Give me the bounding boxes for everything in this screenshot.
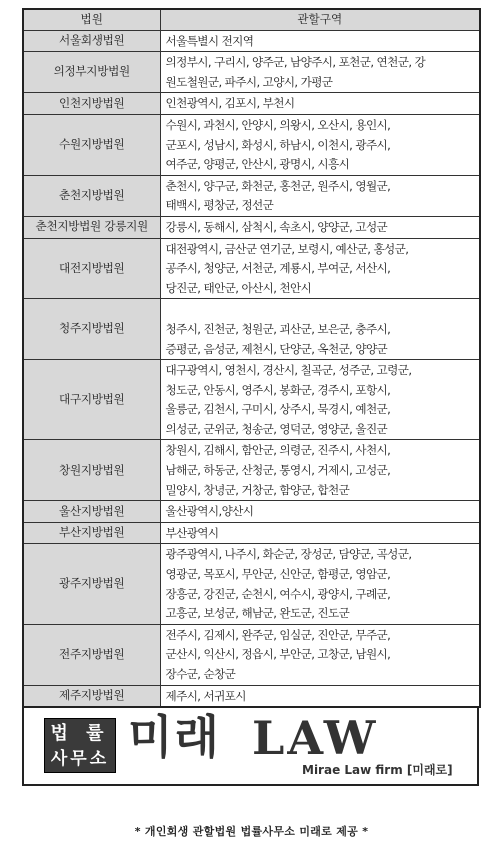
area-line: 부산광역시 [165,525,219,540]
area-line: 대구광역시, 영천시, 경산시, 칠곡군, 성주군, 고령군, [165,363,412,378]
table-row [23,685,480,707]
table-row [23,544,480,624]
jurisdiction-document [22,8,479,786]
table-row [23,299,480,360]
area-line: 장흥군, 강진군, 순천시, 여수시, 광양시, 구례군, [165,586,391,601]
table-body [23,30,480,707]
jurisdiction-area-cell [160,440,480,501]
table-row [23,440,480,501]
area-line: 서울특별시 전지역 [165,33,254,48]
area-line: 의성군, 군위군, 청송군, 영덕군, 영양군, 울진군 [165,421,388,436]
court-name-cell: 수원지방법원 [23,114,160,175]
table-row [23,30,480,52]
table-row [23,501,480,523]
law-office-badge [44,718,116,773]
area-line: 당진군, 태안군, 아산시, 천안시 [165,280,312,295]
firm-tagline: Mirae Law firm [미래로] [302,763,453,778]
table-header-row [23,9,480,30]
table-row [23,52,480,93]
jurisdiction-area-cell [160,544,480,624]
table-row [23,93,480,115]
table-row [23,522,480,544]
court-name-cell: 창원지방법원 [23,440,160,501]
court-name-cell: 대구지방법원 [23,360,160,440]
area-line: 제주시, 서귀포시 [165,688,246,703]
badge-line2: 사무소 [50,749,110,770]
area-line: 울릉군, 김천시, 구미시, 상주시, 묵경시, 예천군, [165,402,391,417]
court-name-cell: 광주지방법원 [23,544,160,624]
court-name-cell: 제주지방법원 [23,685,160,707]
court-name-cell: 춘천지방법원 [23,175,160,216]
area-line: 장수군, 순창군 [165,667,236,681]
jurisdiction-area-cell [160,624,480,685]
area-line: 대전광역시, 금산군 연기군, 보령시, 예산군, 홍성군, [165,241,409,256]
jurisdiction-area-cell [160,685,480,707]
jurisdiction-area-cell [160,522,480,544]
jurisdiction-area-cell [160,238,480,299]
area-line: 청주시, 진천군, 청원군, 괴산군, 보은군, 충주시, [165,321,391,336]
jurisdiction-area-cell [160,360,480,440]
court-name-cell: 울산지방법원 [23,501,160,523]
table-row [23,360,480,440]
table-row [23,216,480,238]
jurisdiction-area-cell [160,93,480,115]
court-name-cell: 전주지방법원 [23,624,160,685]
area-line: 증평군, 음성군, 제천시, 단양군, 옥천군, 양양군 [165,341,388,356]
court-name-cell: 서울회생법원 [23,30,160,52]
area-line [166,300,476,320]
law-firm-banner [22,708,479,786]
area-line: 남해군, 하동군, 산청군, 통영시, 거제시, 고성군, [165,463,391,478]
area-line: 고흥군, 보성군, 해남군, 완도군, 진도군 [165,606,350,621]
area-line: 영광군, 목포시, 무안군, 신안군, 함평군, 영암군, [165,567,391,582]
jurisdiction-area-cell [160,114,480,175]
area-line: 여주군, 양평군, 안산시, 광명시, 시흥시 [165,157,350,172]
area-line: 군산시, 익산시, 정읍시, 부안군, 고창군, 남원시, [165,647,391,662]
table-row [23,114,480,175]
area-line: 의정부시, 구리시, 양주군, 남양주시, 포천군, 연천군, 강 [165,55,426,70]
court-name-cell: 춘천지방법원 강릉지원 [23,216,160,238]
table-row [23,624,480,685]
court-name-cell: 대전지방법원 [23,238,160,299]
column-header-court: 법원 [23,9,160,30]
area-line: 태백시, 평창군, 정선군 [165,198,274,213]
table-row [23,175,480,216]
court-name-cell: 부산지방법원 [23,522,160,544]
area-line: 청도군, 안동시, 영주시, 봉화군, 경주시, 포항시, [165,382,391,397]
court-name-cell: 청주지방법원 [23,299,160,360]
jurisdiction-area-cell [160,501,480,523]
jurisdiction-table [22,8,481,708]
footnote: * 개인회생 관할법원 법률사무소 미래로 제공 * [134,825,369,838]
area-line: 창원시, 김해시, 함안군, 의령군, 진주시, 사천시, [165,443,391,458]
court-name-cell: 의정부지방법원 [23,52,160,93]
area-line: 울산광역시,양산시 [165,504,254,519]
jurisdiction-area-cell [160,52,480,93]
firm-name-korean: 미래 [128,710,221,765]
area-line: 전주시, 김제시, 완주군, 임실군, 진안군, 무주군, [165,627,391,642]
area-line: 원도철원군, 파주시, 고양시, 가평군 [165,74,333,89]
area-line: 강릉시, 동해시, 삼척시, 속초시, 양양군, 고성군 [165,219,388,234]
area-line: 수원시, 과천시, 안양시, 의왕시, 오산시, 용인시, [165,117,391,132]
badge-line1: 법 률 [50,723,110,745]
area-line: 군포시, 성남시, 화성시, 하남시, 이천시, 광주시, [165,137,391,152]
jurisdiction-area-cell [160,216,480,238]
jurisdiction-area-cell [160,299,480,360]
firm-name-latin: LAW [252,711,379,766]
area-line: 공주시, 청양군, 서천군, 계룡시, 부여군, 서산시, [165,261,391,276]
jurisdiction-area-cell [160,175,480,216]
table-row [23,238,480,299]
area-line: 춘천시, 양구군, 화천군, 홍천군, 원주시, 영월군, [165,178,391,193]
area-line: 밀양시, 창녕군, 거창군, 함양군, 합천군 [165,482,350,497]
column-header-area: 관할구역 [160,9,480,30]
area-line: 인천광역시, 김포시, 부천시 [165,96,295,111]
court-name-cell: 인천지방법원 [23,93,160,115]
area-line: 광주광역시, 나주시, 화순군, 장성군, 담양군, 곡성군, [165,547,412,562]
jurisdiction-area-cell [160,30,480,52]
